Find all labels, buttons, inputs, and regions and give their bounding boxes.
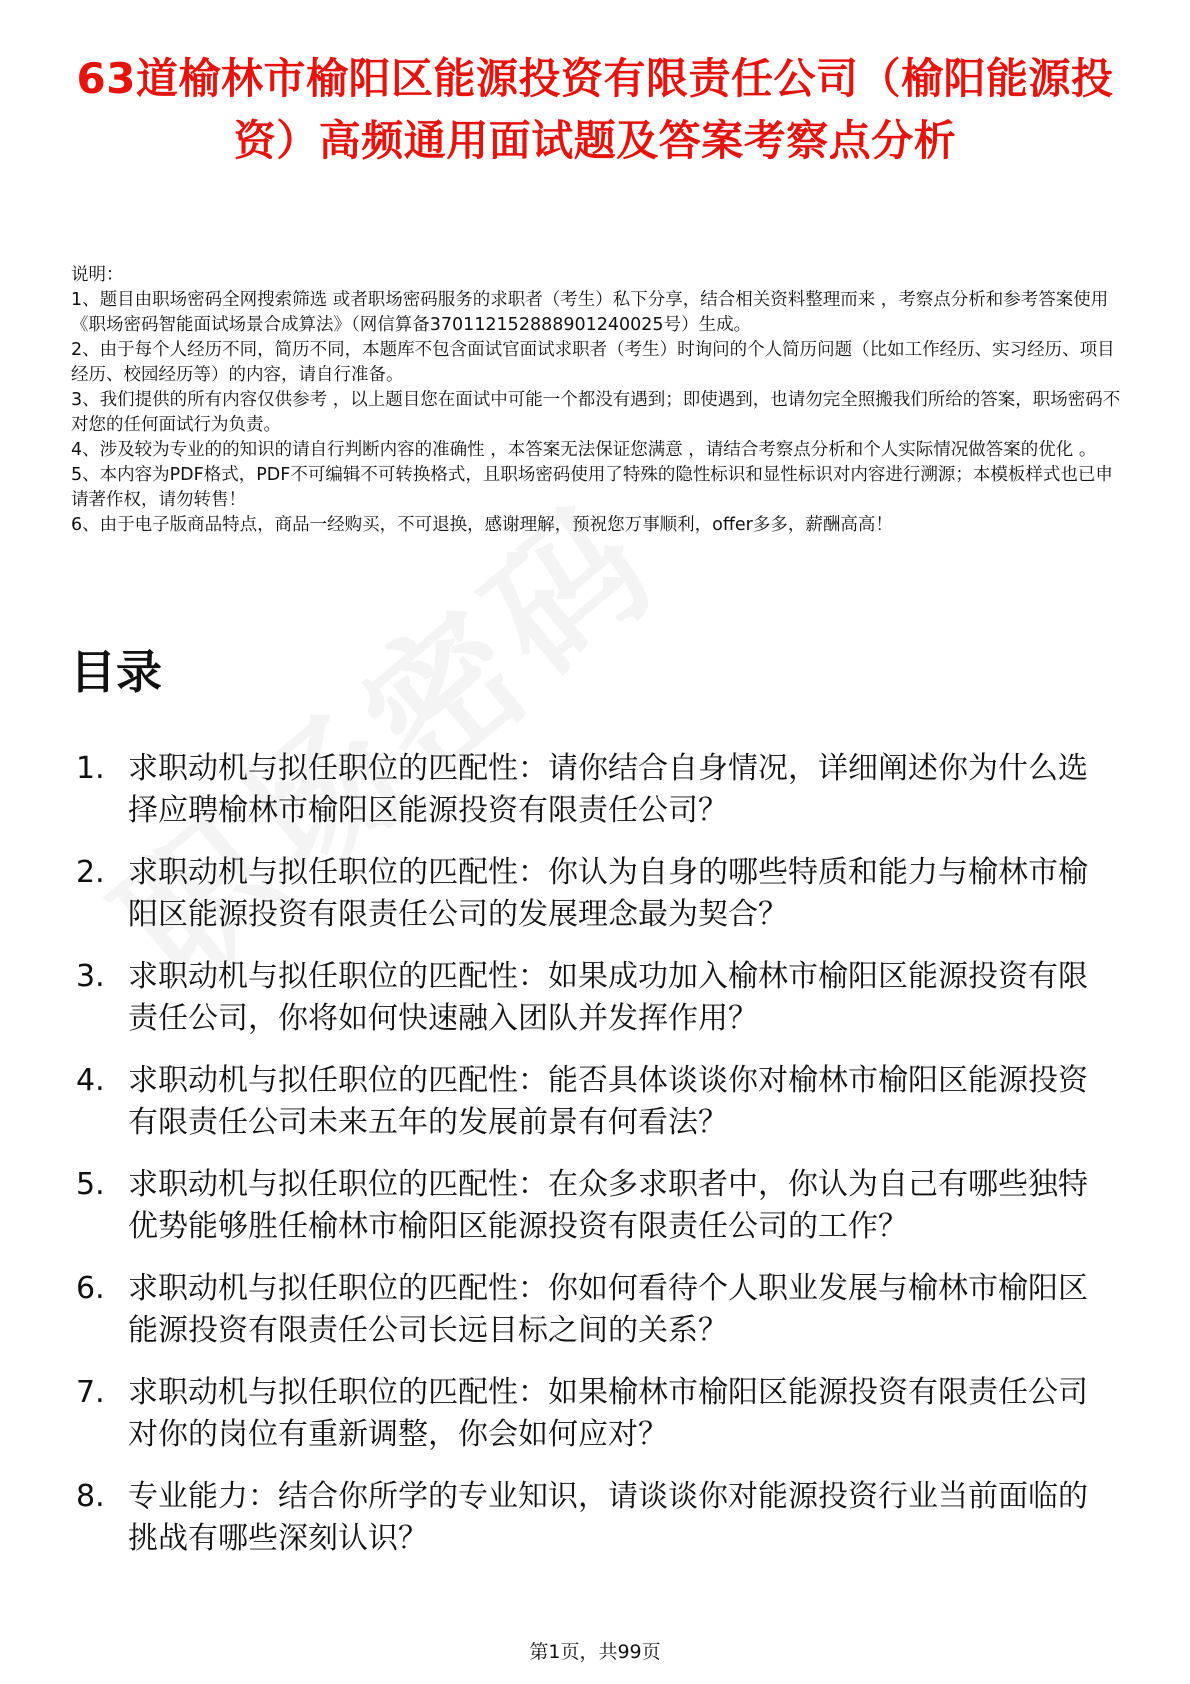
- toc-item-number: 5.: [76, 1167, 105, 1202]
- note-item: 3、我们提供的所有内容仅供参考 ，以上题目您在面试中可能一个都没有遇到；即使遇到，也请勿完全照搬我们所给的答案，职场密码不对您的任何面试行为负责。: [71, 390, 1121, 435]
- toc-item-number: 2.: [76, 855, 105, 890]
- toc-item[interactable]: [70, 1268, 1130, 1352]
- toc-item[interactable]: [70, 1372, 1130, 1456]
- toc-item-number: 4.: [76, 1063, 105, 1098]
- toc-item[interactable]: [70, 1476, 1130, 1560]
- disclaimer-notes: [71, 263, 1121, 538]
- toc-item-number: 7.: [76, 1375, 105, 1410]
- note-item: 4、涉及较为专业的的知识的请自行判断内容的准确性 ，本答案无法保证您满意 ，请结合考察点分析和个人实际情况做答案的优化 。: [71, 440, 1097, 460]
- toc-item-text: 专业能力：结合你所学的专业知识，请谈谈你对能源投资行业当前面临的挑战有哪些深刻认识？: [128, 1479, 1088, 1556]
- toc-item-number: 1.: [76, 751, 105, 786]
- toc-item-number: 6.: [76, 1271, 105, 1306]
- toc-item-number: 8.: [76, 1479, 105, 1514]
- toc-item[interactable]: [70, 852, 1130, 936]
- toc-item[interactable]: [70, 748, 1130, 832]
- note-item: 2、由于每个人经历不同，简历不同，本题库不包含面试官面试求职者（考生）时询问的个人简历问题（比如工作经历、实习经历、项目经历、校园经历等）的内容，请自行准备。: [71, 340, 1115, 385]
- toc-item-text: 求职动机与拟任职位的匹配性：你认为自身的哪些特质和能力与榆林市榆阳区能源投资有限责任公司的发展理念最为契合？: [128, 855, 1088, 932]
- toc-item-number: 3.: [76, 959, 105, 994]
- toc-item[interactable]: [70, 1164, 1130, 1248]
- toc-item[interactable]: [70, 956, 1130, 1040]
- toc-item-text: 求职动机与拟任职位的匹配性：在众多求职者中，你认为自己有哪些独特优势能够胜任榆林市榆阳区能源投资有限责任公司的工作？: [128, 1167, 1088, 1244]
- toc-item-text: 求职动机与拟任职位的匹配性：你如何看待个人职业发展与榆林市榆阳区能源投资有限责任公司长远目标之间的关系？: [128, 1271, 1088, 1348]
- toc-list: [70, 748, 1130, 1580]
- page-footer: 第1页，共99页: [529, 1641, 661, 1663]
- toc-item[interactable]: [70, 1060, 1130, 1144]
- notes-heading: 说明：: [71, 265, 124, 285]
- note-item: 6、由于电子版商品特点，商品一经购买，不可退换，感谢理解，预祝您万事顺利，offer多多，薪酬高高！: [71, 515, 893, 535]
- document-title: 63道榆林市榆阳区能源投资有限责任公司（榆阳能源投资）高频通用面试题及答案考察点分析: [76, 54, 1114, 165]
- toc-item-text: 求职动机与拟任职位的匹配性：请你结合自身情况，详细阐述你为什么选择应聘榆林市榆阳区能源投资有限责任公司？: [128, 751, 1088, 828]
- toc-item-text: 求职动机与拟任职位的匹配性：能否具体谈谈你对榆林市榆阳区能源投资有限责任公司未来五年的发展前景有何看法？: [128, 1063, 1088, 1140]
- note-item: 1、题目由职场密码全网搜索筛选 或者职场密码服务的求职者（考生）私下分享，结合相关资料整理而来 ，考察点分析和参考答案使用《职场密码智能面试场景合成算法》（网信算备370112152888901240025号）生成。: [71, 290, 1109, 335]
- note-item: 5、本内容为PDF格式，PDF不可编辑不可转换格式，且职场密码使用了特殊的隐性标识和显性标识对内容进行溯源；本模板样式也已申请著作权，请勿转售！: [71, 465, 1113, 510]
- toc-heading: 目录: [70, 645, 162, 699]
- toc-item-text: 求职动机与拟任职位的匹配性：如果成功加入榆林市榆阳区能源投资有限责任公司，你将如何快速融入团队并发挥作用？: [128, 959, 1088, 1036]
- toc-item-text: 求职动机与拟任职位的匹配性：如果榆林市榆阳区能源投资有限责任公司对你的岗位有重新调整，你会如何应对？: [128, 1375, 1088, 1452]
